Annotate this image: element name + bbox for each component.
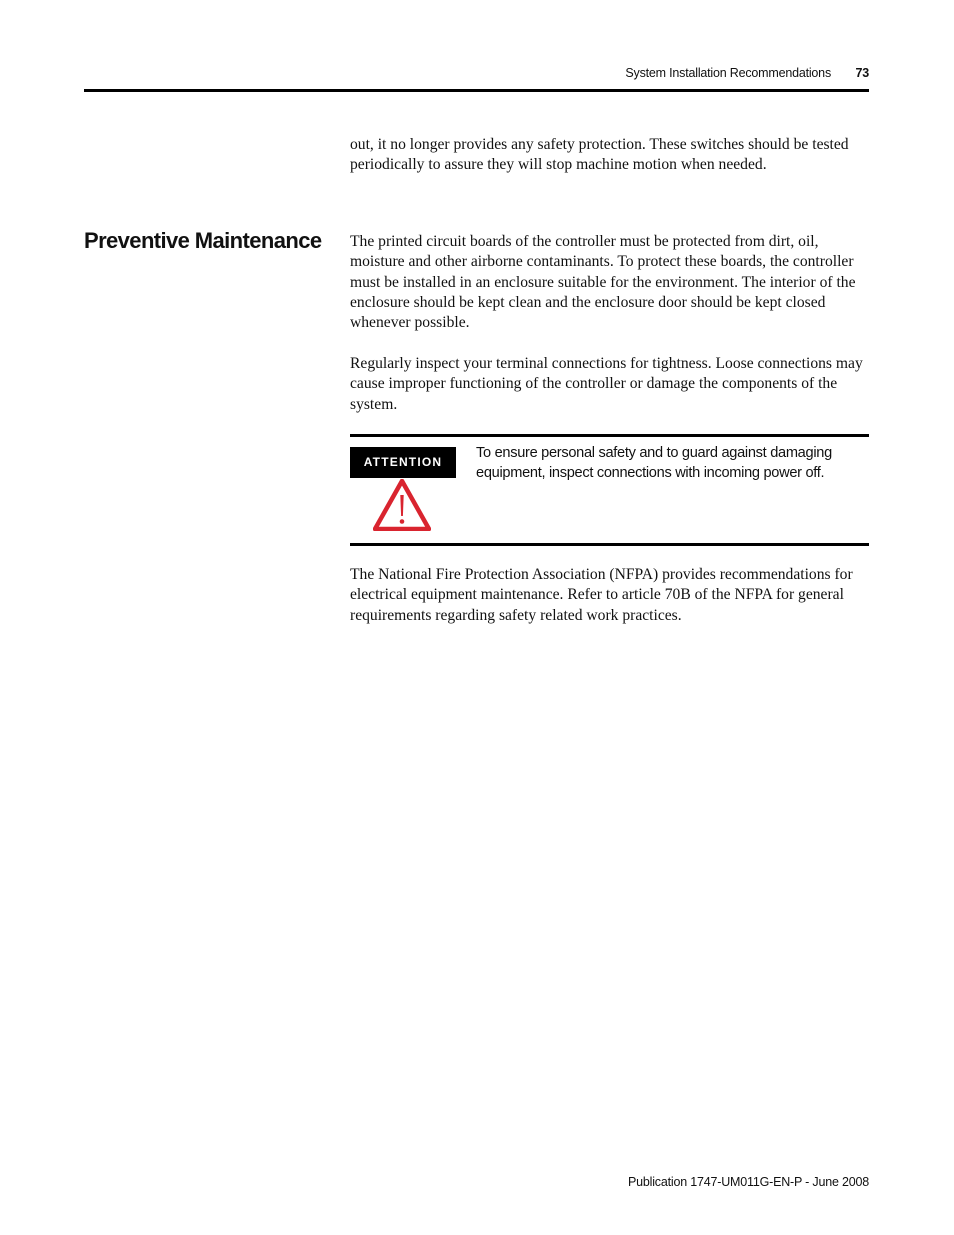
- running-header: [84, 64, 869, 84]
- paragraph-continued: out, it no longer provides any safety protection. These switches should be tested periodically to assure they will stop machine motion when needed.: [350, 136, 849, 174]
- callout-top-rule: [350, 434, 869, 437]
- section-heading: Preventive Maintenance: [84, 228, 322, 253]
- paragraph-nfpa: The National Fire Protection Association (NFPA) provides recommendations for electrical equipment maintenance. Refer to article 70B of the NFPA for general requirements regarding safety related work practices.: [350, 566, 853, 624]
- attention-label: ATTENTION: [350, 447, 456, 478]
- page-number: 73: [855, 66, 869, 80]
- header-rule: [84, 89, 869, 92]
- paragraph-circuit-boards: The printed circuit boards of the controller must be protected from dirt, oil, moisture and other airborne contaminants. To protect these boards, the controller must be installed in an enclosure suitable for the environment. The interior of the enclosure should be kept clean and the enclosure door should be kept closed whenever possible.: [350, 233, 856, 332]
- running-header-section-title: System Installation Recommendations: [625, 66, 831, 80]
- attention-text: To ensure personal safety and to guard against damaging equipment, inspect connections with incoming power off.: [476, 445, 832, 482]
- footer-publication: Publication 1747-UM011G-EN-P - June 2008: [628, 1175, 869, 1189]
- paragraph-inspect-connections: Regularly inspect your terminal connections for tightness. Loose connections may cause improper functioning of the controller or damage the components of the system.: [350, 355, 863, 413]
- callout-bottom-rule: [350, 543, 869, 546]
- attention-callout: [350, 434, 869, 547]
- warning-triangle-icon: [373, 479, 431, 531]
